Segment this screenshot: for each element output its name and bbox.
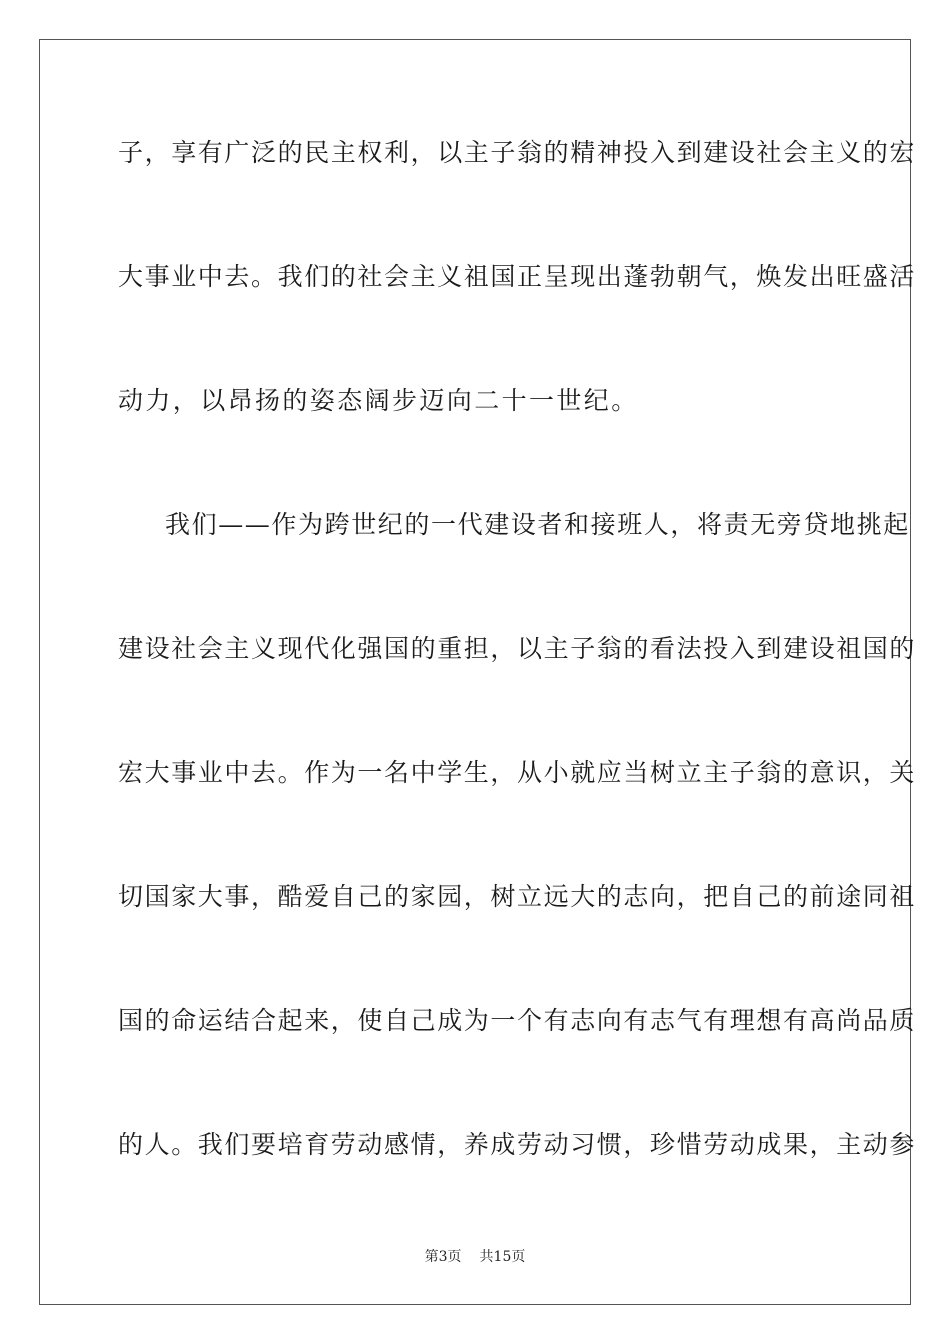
page-border — [39, 39, 917, 1305]
text-line: 子，享有广泛的民主权利，以主子翁的精神投入到建设社会主义的宏 — [118, 138, 917, 167]
page-total: 共15页 — [479, 1249, 526, 1265]
text-line: 建设社会主义现代化强国的重担，以主子翁的看法投入到建设祖国的 — [118, 634, 917, 663]
page-number: 第3页 — [424, 1249, 462, 1265]
page-footer — [0, 1248, 950, 1266]
text-line: 国的命运结合起来，使自己成为一个有志向有志气有理想有高尚品质 — [118, 1006, 917, 1035]
paragraph-first-line: 我们——作为跨世纪的一代建设者和接班人，将责无旁贷地挑起 — [165, 510, 910, 539]
text-line: 切国家大事，酷爱自己的家园，树立远大的志向，把自己的前途同祖 — [118, 882, 917, 911]
text-line: 宏大事业中去。作为一名中学生，从小就应当树立主子翁的意识，关 — [118, 758, 917, 787]
text-line: 大事业中去。我们的社会主义祖国正呈现出蓬勃朝气，焕发出旺盛活 — [118, 262, 917, 291]
text-line: 动力，以昂扬的姿态阔步迈向二十一世纪。 — [118, 386, 639, 415]
text-line: 的人。我们要培育劳动感情，养成劳动习惯，珍惜劳动成果，主动参 — [118, 1130, 917, 1159]
